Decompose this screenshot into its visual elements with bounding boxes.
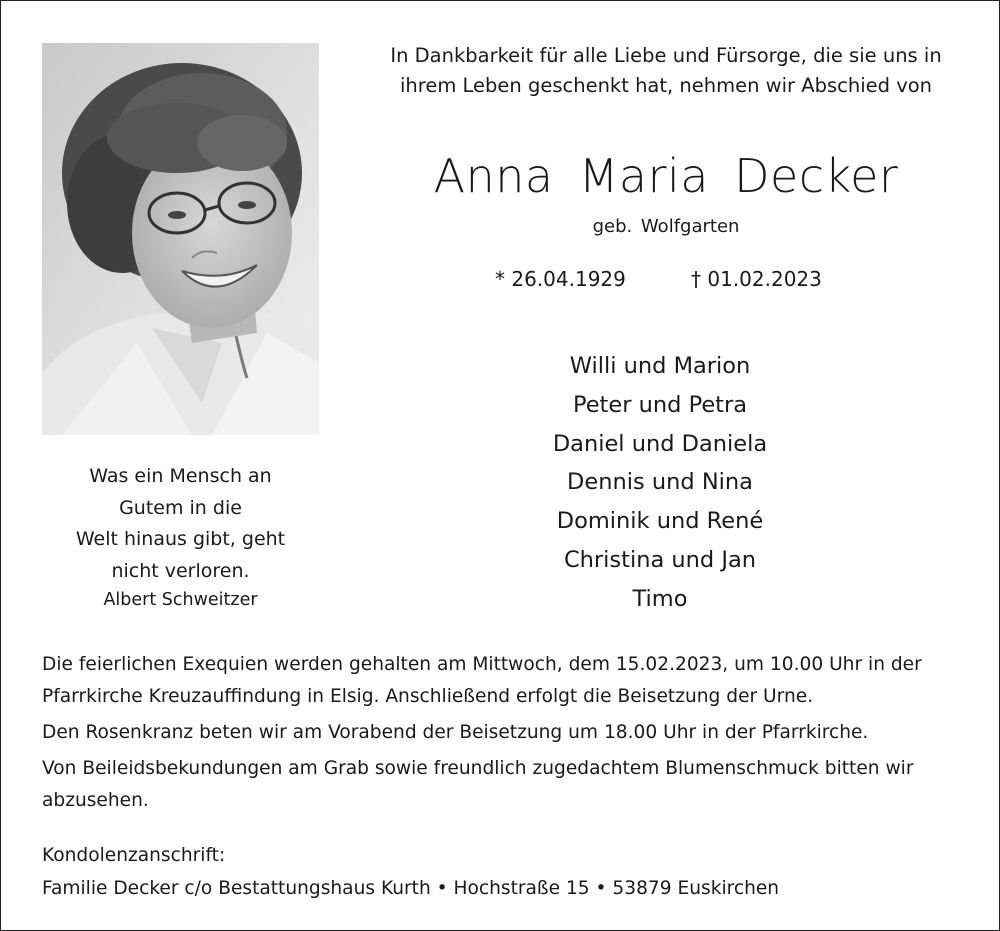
quote-line: Was ein Mensch an (89, 465, 272, 487)
condolence-address (42, 839, 779, 905)
intro-line-1: In Dankbarkeit für alle Liebe und Fürsorge, die sie uns in (390, 44, 942, 67)
quote-line: Welt hinaus gibt, geht (75, 528, 286, 550)
contact-address: Familie Decker c/o Bestattungshaus Kurth • Hochstraße 15 • 53879 Euskirchen (42, 878, 780, 899)
quote-line: nicht verloren. (111, 559, 250, 582)
mourner-line: Christina und Jan (563, 546, 757, 573)
death-date: † 01.02.2023 (691, 267, 822, 291)
mourner-line: Daniel und Daniela (552, 430, 768, 457)
birth-date: * 26.04.1929 (495, 267, 626, 291)
quote (42, 461, 319, 587)
mourner-line: Dennis und Nina (567, 469, 753, 496)
born-name: geb. Wolfgarten (592, 216, 740, 237)
quote-line: Gutem in die (119, 496, 242, 519)
mourner-line: Peter und Petra (572, 391, 748, 418)
mourner-line: Timo (632, 585, 688, 612)
rosary-paragraph: Den Rosenkranz beten wir am Vorabend der Beisetzung um 18.00 Uhr in der Pfarrkirche. (42, 722, 869, 743)
portrait-photo (42, 43, 319, 435)
condolence-request-paragraph: Von Beileidsbekundungen am Grab sowie freundlich zugedachtem Blumenschmuck bitten wir abzusehen. (42, 758, 914, 811)
quote-author: Albert Schweitzer (103, 590, 258, 610)
portrait-image (42, 43, 319, 435)
mourner-line: Dominik und René (556, 508, 764, 535)
service-paragraph: Die feierlichen Exequien werden gehalten am Mittwoch, dem 15.02.2023, um 10.00 Uhr in der Pfarrkirche Kreuzauffindung in Elsig. Anschließend erfolgt die Beisetzung der Urne. (42, 654, 922, 707)
intro-line-2: ihrem Leben geschenkt hat, nehmen wir Abschied von (399, 74, 933, 97)
mourner-line: Willi und Marion (569, 353, 751, 379)
intro-text (331, 41, 1000, 101)
mourners-list (331, 347, 989, 619)
contact-label: Kondolenzanschrift: (42, 845, 226, 866)
deceased-name: Anna Maria Decker (433, 149, 899, 203)
